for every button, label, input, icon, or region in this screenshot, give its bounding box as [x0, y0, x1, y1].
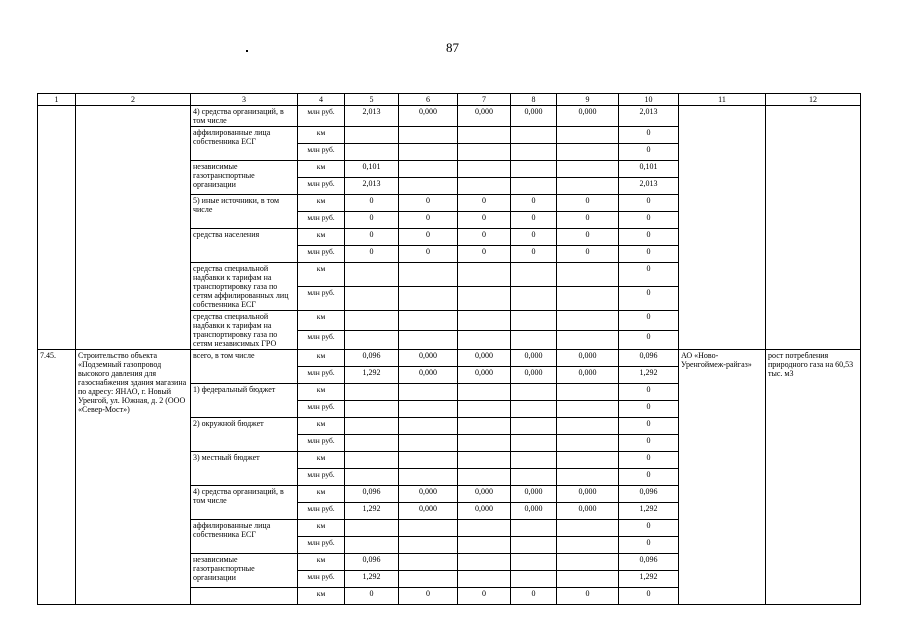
value-cell — [345, 418, 399, 435]
value-cell: 0 — [619, 287, 679, 311]
value-cell: 0 — [619, 520, 679, 537]
value-cell: 0 — [619, 195, 679, 212]
unit: млн руб. — [298, 246, 345, 263]
unit: млн руб. — [298, 330, 345, 350]
value-cell — [511, 469, 557, 486]
value-cell: 0 — [399, 229, 458, 246]
unit: км — [298, 263, 345, 287]
value-cell: 0,000 — [458, 106, 511, 127]
value-cell: 1,292 — [345, 571, 399, 588]
value-cell: 0,000 — [458, 486, 511, 503]
value-cell — [399, 178, 458, 195]
value-cell: 0,096 — [345, 486, 399, 503]
value-cell: 2,013 — [345, 106, 399, 127]
value-cell: 0,000 — [399, 106, 458, 127]
unit: млн руб. — [298, 106, 345, 127]
value-cell: 0,000 — [511, 350, 557, 367]
unit: км — [298, 229, 345, 246]
value-cell — [511, 178, 557, 195]
value-cell: 0 — [557, 195, 619, 212]
value-cell: 0 — [557, 246, 619, 263]
value-cell: 0 — [345, 195, 399, 212]
value-cell — [511, 127, 557, 144]
funding-source: 4) средства организаций, в том числе — [191, 486, 298, 520]
value-cell: 0 — [458, 588, 511, 605]
value-cell — [458, 554, 511, 571]
funding-source: независимые газотранспортные организации — [191, 161, 298, 195]
value-cell — [511, 520, 557, 537]
funding-source: 1) федеральный бюджет — [191, 384, 298, 418]
unit: км — [298, 195, 345, 212]
value-cell: 0,000 — [399, 350, 458, 367]
value-cell: 0 — [511, 588, 557, 605]
value-cell: 0 — [511, 246, 557, 263]
funding-source: аффилированные лица собственника ЕСГ — [191, 520, 298, 554]
value-cell: 0 — [458, 212, 511, 229]
value-cell: 0,000 — [399, 503, 458, 520]
value-cell: 1,292 — [619, 367, 679, 384]
value-cell: 0 — [399, 195, 458, 212]
expected-effect — [766, 106, 861, 350]
column-header: 8 — [511, 94, 557, 106]
value-cell — [511, 287, 557, 311]
value-cell — [399, 127, 458, 144]
value-cell — [557, 263, 619, 287]
unit: км — [298, 554, 345, 571]
value-cell: 0 — [557, 588, 619, 605]
value-cell: 0,000 — [399, 486, 458, 503]
value-cell: 0,000 — [399, 367, 458, 384]
value-cell: 2,013 — [345, 178, 399, 195]
column-header: 10 — [619, 94, 679, 106]
value-cell: 0,096 — [619, 486, 679, 503]
column-header: 12 — [766, 94, 861, 106]
value-cell: 0,000 — [557, 350, 619, 367]
value-cell — [511, 554, 557, 571]
unit: млн руб. — [298, 469, 345, 486]
value-cell — [345, 452, 399, 469]
value-cell: 1,292 — [619, 503, 679, 520]
value-cell: 2,013 — [619, 106, 679, 127]
unit: млн руб. — [298, 367, 345, 384]
value-cell: 2,013 — [619, 178, 679, 195]
value-cell — [399, 418, 458, 435]
value-cell: 0 — [458, 195, 511, 212]
funding-source: всего, в том числе — [191, 350, 298, 384]
funding-source: 4) средства организаций, в том числе — [191, 106, 298, 127]
unit: км — [298, 486, 345, 503]
value-cell — [345, 401, 399, 418]
value-cell: 0,101 — [345, 161, 399, 178]
value-cell — [458, 311, 511, 331]
value-cell — [557, 520, 619, 537]
value-cell: 0,096 — [345, 554, 399, 571]
value-cell: 0 — [619, 144, 679, 161]
value-cell: 0 — [511, 195, 557, 212]
unit: км — [298, 418, 345, 435]
value-cell — [557, 127, 619, 144]
value-cell: 0 — [619, 263, 679, 287]
unit: млн руб. — [298, 287, 345, 311]
value-cell: 0,000 — [458, 503, 511, 520]
value-cell — [458, 178, 511, 195]
funding-source: средства населения — [191, 229, 298, 263]
value-cell: 0 — [557, 212, 619, 229]
value-cell — [557, 452, 619, 469]
value-cell — [458, 469, 511, 486]
object-description: Строительство объекта «Подземный газопровод высокого давления для газоснабжения здания магазина по адресу: ЯНАО, г. Новый Уренгой, ул. Южная, д. 2 (ООО «Север-Мост») — [76, 350, 191, 605]
value-cell: 0 — [458, 229, 511, 246]
value-cell: 0 — [511, 212, 557, 229]
value-cell — [511, 144, 557, 161]
value-cell — [458, 384, 511, 401]
value-cell: 0 — [511, 229, 557, 246]
unit: млн руб. — [298, 571, 345, 588]
row-number — [38, 106, 76, 350]
value-cell: 0 — [619, 401, 679, 418]
value-cell: 1,292 — [345, 503, 399, 520]
executor — [679, 106, 766, 350]
value-cell: 0,000 — [511, 503, 557, 520]
value-cell — [345, 435, 399, 452]
value-cell — [557, 144, 619, 161]
value-cell — [511, 452, 557, 469]
value-cell: 0,000 — [557, 503, 619, 520]
value-cell — [399, 452, 458, 469]
value-cell — [557, 178, 619, 195]
value-cell — [399, 401, 458, 418]
value-cell — [511, 330, 557, 350]
value-cell — [557, 469, 619, 486]
value-cell — [557, 161, 619, 178]
value-cell — [345, 311, 399, 331]
value-cell — [399, 144, 458, 161]
value-cell: 0,000 — [557, 367, 619, 384]
value-cell: 0,101 — [619, 161, 679, 178]
value-cell — [557, 401, 619, 418]
column-header: 9 — [557, 94, 619, 106]
value-cell: 0 — [399, 588, 458, 605]
value-cell — [399, 287, 458, 311]
value-cell — [345, 330, 399, 350]
funding-source: 5) иные источники, в том числе — [191, 195, 298, 229]
expected-effect: рост потребления природного газа на 60,53 тыс. м3 — [766, 350, 861, 605]
header-row — [38, 94, 861, 106]
column-header: 4 — [298, 94, 345, 106]
value-cell — [511, 571, 557, 588]
value-cell — [399, 571, 458, 588]
column-header: 2 — [76, 94, 191, 106]
unit: км — [298, 452, 345, 469]
value-cell: 0,000 — [458, 350, 511, 367]
value-cell — [557, 537, 619, 554]
value-cell: 0 — [345, 212, 399, 229]
value-cell — [511, 537, 557, 554]
value-cell: 0 — [619, 229, 679, 246]
investment-table — [37, 93, 861, 605]
value-cell — [511, 311, 557, 331]
column-header: 11 — [679, 94, 766, 106]
unit: км — [298, 520, 345, 537]
unit: км — [298, 127, 345, 144]
value-cell — [458, 537, 511, 554]
value-cell — [458, 435, 511, 452]
funding-source — [191, 588, 298, 605]
value-cell — [458, 571, 511, 588]
value-cell: 0 — [619, 588, 679, 605]
value-cell: 0 — [345, 246, 399, 263]
value-cell — [399, 435, 458, 452]
table-row — [38, 350, 861, 367]
column-header: 6 — [399, 94, 458, 106]
unit: км — [298, 350, 345, 367]
value-cell — [511, 435, 557, 452]
value-cell: 0 — [619, 384, 679, 401]
value-cell — [345, 469, 399, 486]
scan-dot — [246, 50, 248, 52]
object-description — [76, 106, 191, 350]
value-cell — [511, 263, 557, 287]
value-cell: 0 — [345, 588, 399, 605]
value-cell — [557, 418, 619, 435]
funding-source: 2) окружной бюджет — [191, 418, 298, 452]
row-number: 7.45. — [38, 350, 76, 605]
value-cell — [345, 537, 399, 554]
value-cell: 0,000 — [557, 106, 619, 127]
unit: млн руб. — [298, 401, 345, 418]
table-row — [38, 106, 861, 127]
value-cell — [557, 435, 619, 452]
value-cell — [458, 452, 511, 469]
value-cell — [557, 330, 619, 350]
value-cell: 0,000 — [557, 486, 619, 503]
value-cell: 0 — [619, 418, 679, 435]
value-cell — [399, 311, 458, 331]
value-cell — [345, 384, 399, 401]
column-header: 7 — [458, 94, 511, 106]
value-cell — [511, 401, 557, 418]
value-cell — [511, 161, 557, 178]
executor: АО «Ново-Уренгоймеж-райгаз» — [679, 350, 766, 605]
unit: км — [298, 588, 345, 605]
unit: км — [298, 384, 345, 401]
value-cell — [557, 554, 619, 571]
value-cell — [345, 263, 399, 287]
value-cell: 0 — [557, 229, 619, 246]
value-cell: 0,096 — [619, 554, 679, 571]
value-cell: 0,000 — [511, 367, 557, 384]
value-cell: 0 — [345, 229, 399, 246]
unit: млн руб. — [298, 503, 345, 520]
value-cell — [345, 144, 399, 161]
value-cell: 0 — [619, 435, 679, 452]
value-cell — [511, 384, 557, 401]
value-cell — [557, 571, 619, 588]
value-cell — [458, 401, 511, 418]
value-cell — [458, 144, 511, 161]
value-cell — [345, 127, 399, 144]
value-cell — [345, 520, 399, 537]
value-cell: 0 — [619, 212, 679, 229]
unit: млн руб. — [298, 212, 345, 229]
value-cell — [511, 418, 557, 435]
funding-source: средства специальной надбавки к тарифам на транспортировку газа по сетям независимых ГРО — [191, 311, 298, 350]
value-cell: 1,292 — [345, 367, 399, 384]
value-cell: 0 — [619, 537, 679, 554]
value-cell — [399, 384, 458, 401]
value-cell: 0 — [619, 311, 679, 331]
unit: км — [298, 161, 345, 178]
value-cell: 0,000 — [458, 367, 511, 384]
value-cell: 0 — [619, 330, 679, 350]
value-cell — [557, 384, 619, 401]
funding-source: 3) местный бюджет — [191, 452, 298, 486]
funding-source: независимые газотранспортные организации — [191, 554, 298, 588]
value-cell: 0 — [619, 452, 679, 469]
value-cell — [399, 263, 458, 287]
value-cell — [557, 287, 619, 311]
value-cell — [399, 469, 458, 486]
funding-source: аффилированные лица собственника ЕСГ — [191, 127, 298, 161]
value-cell: 0 — [399, 212, 458, 229]
value-cell: 0 — [619, 246, 679, 263]
funding-source: средства специальной надбавки к тарифам на транспортировку газа по сетям аффилированных лиц собственника ЕСГ — [191, 263, 298, 311]
value-cell: 0 — [458, 246, 511, 263]
unit: млн руб. — [298, 144, 345, 161]
value-cell — [557, 311, 619, 331]
page-number: 87 — [446, 40, 459, 55]
value-cell — [399, 537, 458, 554]
value-cell — [458, 127, 511, 144]
value-cell: 0,000 — [511, 486, 557, 503]
value-cell — [458, 418, 511, 435]
value-cell — [458, 161, 511, 178]
column-header: 3 — [191, 94, 298, 106]
value-cell — [458, 520, 511, 537]
value-cell — [399, 520, 458, 537]
value-cell — [458, 263, 511, 287]
unit: млн руб. — [298, 435, 345, 452]
value-cell: 0 — [399, 246, 458, 263]
value-cell — [399, 161, 458, 178]
value-cell — [345, 287, 399, 311]
value-cell: 0,096 — [345, 350, 399, 367]
value-cell — [458, 287, 511, 311]
value-cell — [399, 554, 458, 571]
value-cell — [399, 330, 458, 350]
value-cell — [458, 330, 511, 350]
value-cell: 0 — [619, 127, 679, 144]
unit: км — [298, 311, 345, 331]
value-cell: 0 — [619, 469, 679, 486]
value-cell: 1,292 — [619, 571, 679, 588]
unit: млн руб. — [298, 537, 345, 554]
column-header: 5 — [345, 94, 399, 106]
value-cell: 0,000 — [511, 106, 557, 127]
value-cell: 0,096 — [619, 350, 679, 367]
column-header: 1 — [38, 94, 76, 106]
unit: млн руб. — [298, 178, 345, 195]
